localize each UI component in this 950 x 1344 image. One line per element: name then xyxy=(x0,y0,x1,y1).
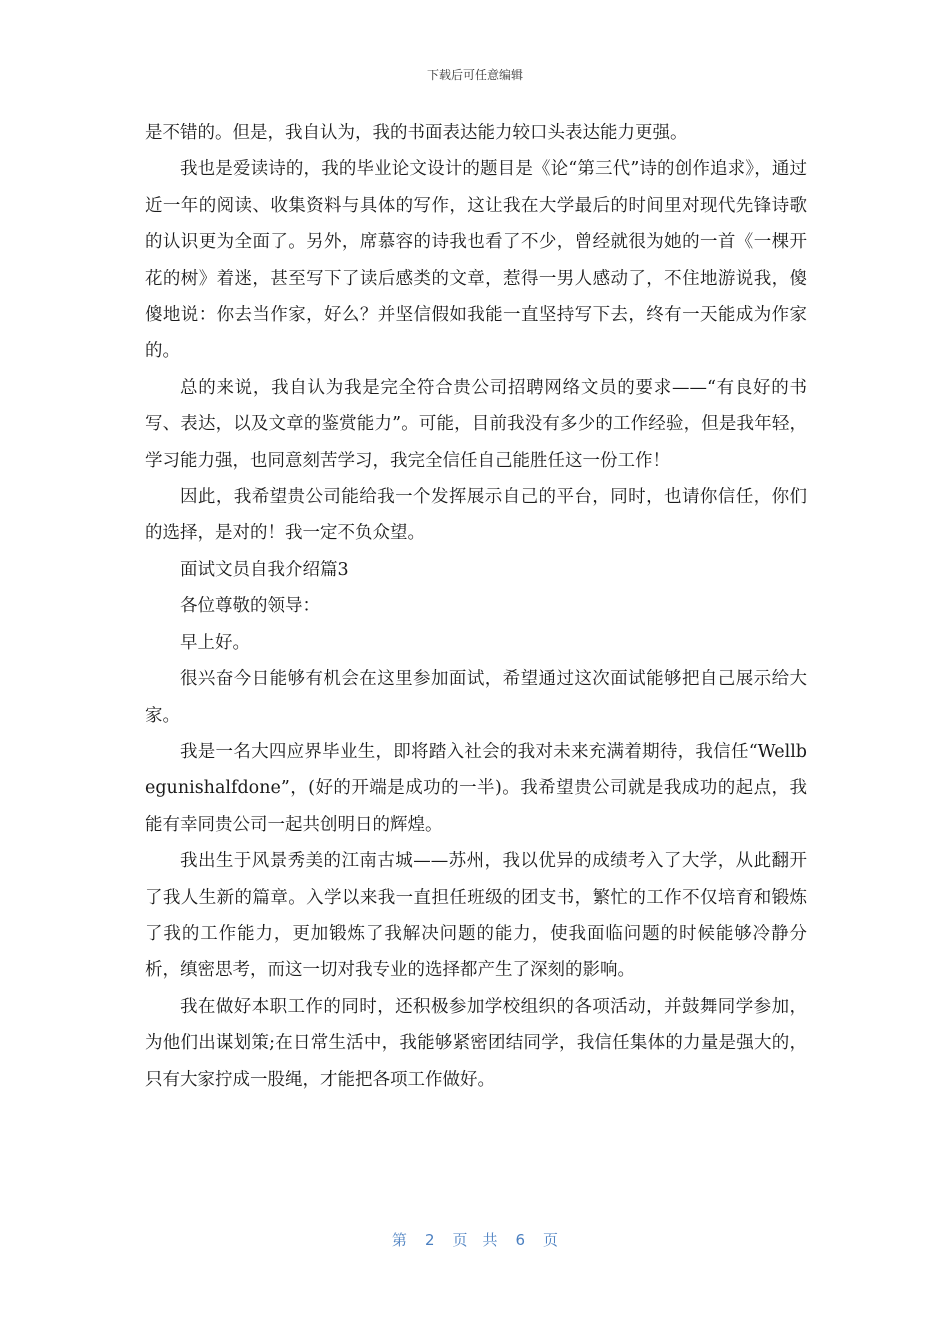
footer-label-page: 第 xyxy=(391,1231,407,1249)
paragraph-10: 我出生于风景秀美的江南古城——苏州，我以优异的成绩考入了大学，从此翻开了我人生新的篇章。入学以来我一直担任班级的团支书，繁忙的工作不仅培育和锻炼了我的工作能力，更加锻炼了我解决问题的能力，使我面临问题的时候能够冷静分析，缜密思考，而这一切对我专业的选择都产生了深刻的影响。 xyxy=(145,851,807,981)
page-header: 下载后可任意编辑 xyxy=(426,68,523,82)
page-footer xyxy=(0,1229,950,1250)
greeting: 早上好。 xyxy=(180,632,250,653)
section-heading: 面试文员自我介绍篇3 xyxy=(180,559,349,580)
salutation: 各位尊敬的领导： xyxy=(180,596,320,617)
paragraph-3: 总的来说，我自认为我是完全符合贵公司招聘网络文员的要求——“有良好的书写、表达，以及文章的鉴赏能力”。可能，目前我没有多少的工作经验，但是我年轻，学习能力强，也同意刻苦学习，我完全信任自己能胜任这一份工作！ xyxy=(145,377,807,471)
paragraph-2: 我也是爱读诗的，我的毕业论文设计的题目是《论“第三代”诗的创作追求》，通过近一年的阅读、收集资料与具体的写作，这让我在大学最后的时间里对现代先锋诗歌的认识更为全面了。另外，席慕容的诗我也看了不少，曾经就很为她的一首《一棵开花的树》着迷，甚至写下了读后感类的文章，惹得一男人感动了，不住地游说我，傻傻地说：你去当作家，好么？并坚信假如我能一直坚持写下去，终有一天能成为作家的。 xyxy=(145,159,807,362)
paragraph-9: 我是一名大四应界毕业生，即将踏入社会的我对未来充满着期待，我信任“Wellbegunishalfdone”，(好的开端是成功的一半)。我希望贵公司就是我成功的起点，我能有幸同贵公司一起共创明日的辉煌。 xyxy=(145,741,807,835)
paragraph-1: 是不错的。但是，我自认为，我的书面表达能力较口头表达能力更强。 xyxy=(145,123,688,143)
footer-label-of: 页 共 xyxy=(452,1231,498,1249)
footer-label-end: 页 xyxy=(543,1231,559,1249)
document-body xyxy=(145,115,807,1098)
footer-total-pages: 6 xyxy=(515,1231,526,1249)
footer-current-page: 2 xyxy=(424,1231,435,1249)
paragraph-11: 我在做好本职工作的同时，还积极参加学校组织的各项活动，并鼓舞同学参加，为他们出谋划策;在日常生活中，我能够紧密团结同学，我信任集体的力量是强大的，只有大家拧成一股绳，才能把各项工作做好。 xyxy=(145,996,807,1090)
paragraph-4: 因此，我希望贵公司能给我一个发挥展示自己的平台，同时，也请你信任，你们的选择，是对的！我一定不负众望。 xyxy=(145,487,807,544)
paragraph-8: 很兴奋今日能够有机会在这里参加面试，希望通过这次面试能够把自己展示给大家。 xyxy=(145,669,807,726)
